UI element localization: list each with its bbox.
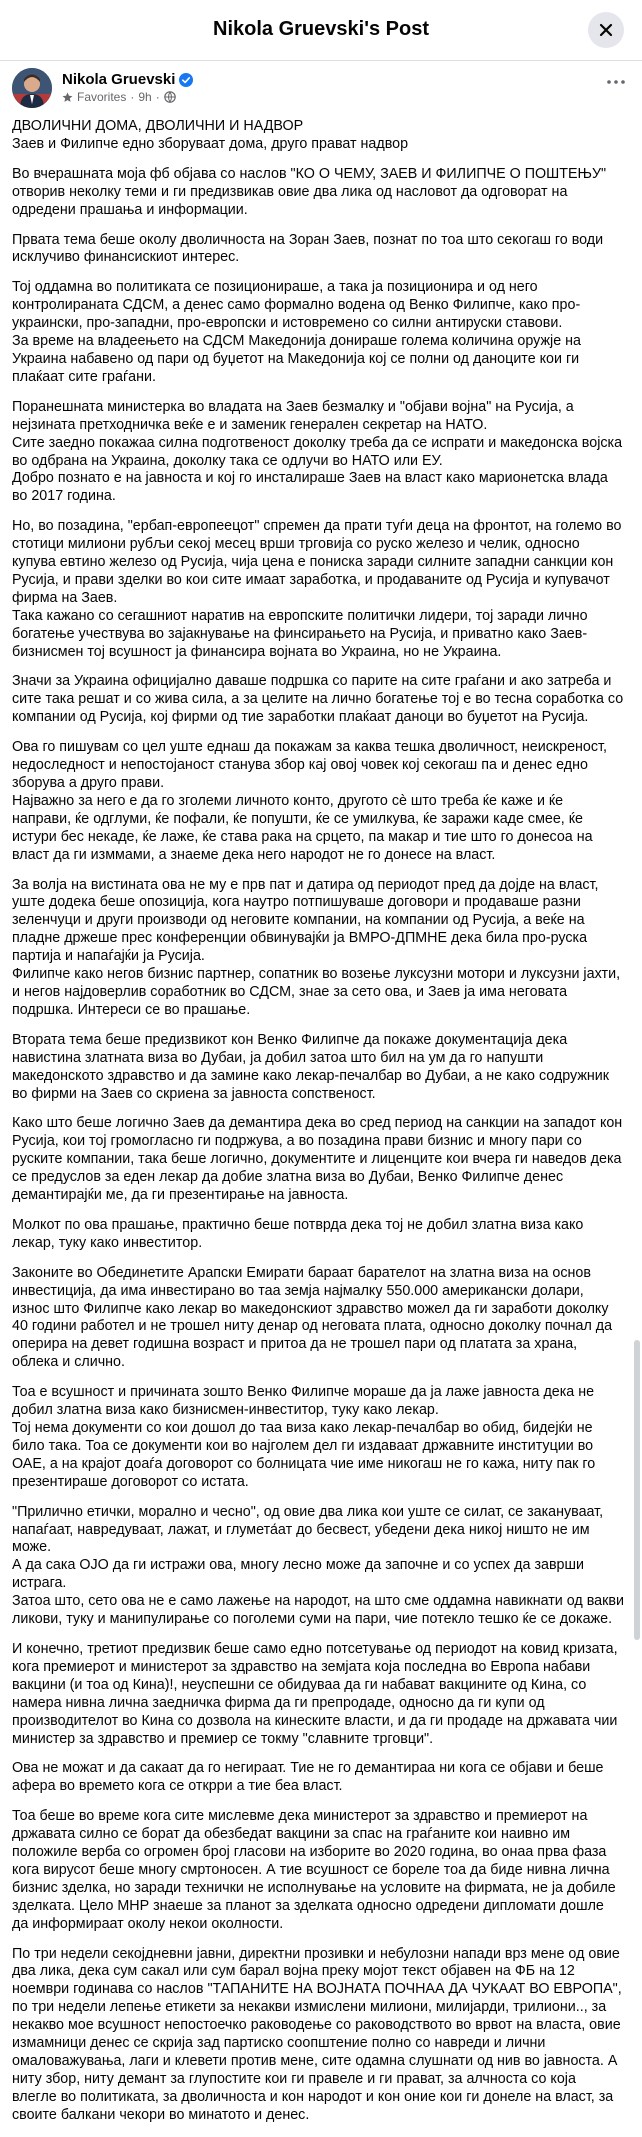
post-time[interactable]: 9h (138, 90, 152, 104)
dialog-title: Nikola Gruevski's Post (213, 18, 429, 40)
post-paragraph: Молкот по ова прашање, практично беше потврда дека тој не добил златна виза како лекар, туку како инвеститор. (12, 1216, 584, 1251)
post-paragraph: По три недели секојдневни јавни, директни прозивки и небулозни напади врз мене од овие два лика, дека сум сакал или сум барал војна преку мојот текст објавен на ФБ на 12 ноември годинава со наслов "ТАПАНИТЕ НА ВОЈНАТА ПОЧНАА ДА ЧУКААТ ВО ЕВРОПА", по три недели лепење етикети за некакви измислени милиони, милијарди, трилиони.., за некакво мое всушност непостоечко раководење со раководството во врвот на власта, овие измамници денес се скрија зад партиско соопштение полно со навреди и лични омаловажувања, лаги и клевети против мене, сите одамна слушнати од нив во јавноста. А ниту збор, ниту демант за глупостите кои ги правеле и ги прават, за алчноста со која влегле во политиката, за дволичноста и кон народот и кон оние кои ги донеле на власт, за своите балкани чекори во минатото и денес. (12, 1945, 622, 2123)
post-paragraph: Тоа е всушност и причината зошто Венко Филипче мораше да ја лаже јавноста дека не добил златна виза како бизнисмен-инвеститор, туку како лекар. Тој нема документи со кои дошол до таа виза како лекар-печалбар во обид, бидејќи не било така. Тоа се документи кои во најголем дел ги издаваат државните институции во ОАЕ, а на крајот доаѓа договорот со болницата чие име никогаш не го кажа, ниту пак го презентираше договорот со истата. (12, 1384, 596, 1490)
post-paragraph: Значи за Украина официјално даваше подршка со парите на сите граѓани и ако затреба и сите така решат и со жива сила, а за целите на лично богатење тој е во тесна соработка со компании од Русија, кој фирми од тие заработки плаќаат даноци во буџетот на Русија. (12, 673, 624, 726)
avatar[interactable] (12, 68, 52, 108)
public-globe-icon (164, 91, 176, 103)
post-paragraph: Како што беше логично Заев да демантира дека во сред период на санкции на западот кон Русија, кои тој громогласно ги подржува, а во позадина прави бизнис и многу пари со руските компании, така беше логично, документите и лиценците кои вчера ги наведов дека се предуслов за еден лекар да добие златна виза во Дубаи, Венко Филипче денес демантирајќи ме, да ги презентирање на јавноста. (12, 1115, 623, 1204)
post-paragraph: ДВОЛИЧНИ ДОМА, ДВОЛИЧНИ И НАДВОР Заев и Филипче едно зборуваат дома, друго прават надвор (12, 118, 409, 152)
post-paragraph: Поранешната министерка во владата на Заев безмалку и "објави војна" на Русија, а нејзината претходничка веќе е и заменик генерален секретар на НАТО. Сите заедно покажаа силна подготвеност доколку треба да се испрати и македонска војска во одбрана на Украина, доколку така се одлучи во НАТО или ЕУ. Добро познато е на јавноста и кој го инсталираше Заев на власт како марионетска влада во 2017 година. (12, 398, 623, 505)
post-paragraph: Втората тема беше предизвикот кон Венко Филипче да покаже документација дека навистина златната виза во Дубаи, ја добил затоа што бил на ум да го напушти македонското здравство и да замине како лекар-печалбар во Дубаи, а не како содружник во фирми на Заев со скриена за јавноста сопственост. (12, 1031, 610, 1102)
post-paragraph: Ова не можат и да сакаат да го негираат. Тие не го демантираа ни кога се објави и беше афера во времето кога се открри а тие беа власт. (12, 1760, 604, 1795)
post-paragraph: Но, во позадина, "ербап-европеецот" спремен да прати туѓи деца на фронтот, на големо во стотици милиони рубљи секој месец врши трговија со руско железо и челик, односно купува евтино железо од Русија, чија цена е пониска заради силните западни санкции кон Русија, и прави зделки во кои сите имаат заработка, и продаваните од Русија и купувачот фирма на Заев. Така кажано со сегашниот наратив на европските политички лидери, тој заради лично богатење учествува во зајакнување на финсирањето на Русија, и приватно како Заев-бизнисмен тој всушност ја финансира војната во Украина, но не Украина. (12, 518, 622, 660)
close-icon (599, 23, 613, 37)
post-dialog-header (0, 0, 642, 61)
meta-separator: · (130, 90, 135, 104)
post-meta (62, 90, 176, 104)
post-paragraph: Ова го пишувам со цел уште еднаш да покажам за каква тешка дволичност, неискреност, недоследност и непостојаност станува збор кај овој човек кој секогаш па и денес едно зборува а друго прави. Најважно за него е да го зголеми личното конто, другото сè што треба ќе каже и ќе направи, ќе одглуми, ќе пофали, ќе попушти, ќе се умилкува, ќе заражи каде смее, ќе истури бес некаде, ќе лаже, ќе става рака на срцето, па макар и тие што го донесоа на власт да ги изммами, а знаеме дека него народот не го донесе на власт. (12, 739, 607, 863)
author-name[interactable]: Nikola Gruevski (62, 71, 176, 88)
author-line (62, 71, 193, 88)
audience-label[interactable]: Favorites (77, 90, 127, 104)
post-paragraph: И конечно, третиот предизвик беше само едно потсетување од периодот на ковид кризата, кога премиерот и министерот за здравство на земјата која последна во Европа набави вакцини (и тоа од Кина)!, неуспешни се обидуваа да ги набават вакцините од Кина, со намера нивна лична заедничка фирма да ги препродаде, односно да ги купи од производителот во Кина со дозвола на кинеските власти, и да ги продаде на државата чии министер за здравство и премиер се токму "славните трговци". (12, 1640, 618, 1747)
more-options-button[interactable] (602, 72, 630, 92)
post-paragraph: Во вчерашната моја фб објава со наслов "КО О ЧЕМУ, ЗАЕВ И ФИЛИПЧЕ О ПОШТЕЊУ" отворив неколку теми и ги предизвикав овие два лика од насловот да одговорат на одредени прашања и информации. (12, 165, 607, 218)
scrollbar[interactable] (634, 1340, 640, 1640)
meta-separator-2: · (155, 90, 160, 104)
post-paragraph: Законите во Обединетите Арапски Емирати бараат бaрателот на златна виза на основ инвестиција, да има инвестирано во таа земја најмалку 550.000 американски долари, износ што Филипче како лекар во македонскиот здравство можел да ги заработи доколку 40 години работел и не трошел ниту денар од неговата плата, односно доколку почнал да оперира на девет годишна возраст и притоа да не трошел пари од платата за храна, облека и слично. (12, 1264, 613, 1371)
post-paragraph: Тој оддамна во политиката се позиционираше, а така ја позиционира и од него контролираната СДСМ, а денес само формално водена од Венко Филипче, како про-украински, про-западни, про-европски и истовремено со силни антируски ставови. За време на владеењето на СДСМ Македонија донираше голема количина оружје на Украина набавено од пари од буџетот на Македонија кој се полни од даноците кои ги плаќаат сите граѓани. (12, 279, 581, 385)
post-paragraph: Првата тема беше околу дволичноста на Зоран Заев, познат по тоа што секогаш го води исклучиво финансискиот интерес. (12, 231, 604, 266)
post-header (12, 68, 630, 114)
profile-photo-icon (12, 68, 52, 108)
post-paragraph: "Прилично етички, морално и чесно", од овие два лика кои уште се силат, се закануваат, напаѓаат, навредуваат, лажат, и глумета́ат до бесвест, убедени дека никој ништо не им може. А да сака ОЈО да ги истражи ова, многу лесно може да започне и со успех да заврши истрага. Затоа што, сето ова не е само лажење на народот, на што сме оддамна навикнати од вакви ликови, туку и манипулирање со поголеми суми на пари, чие потекло тешко ќе се докаже. (12, 1503, 624, 1628)
more-dots-icon (607, 80, 625, 84)
close-button[interactable] (588, 12, 624, 48)
verified-badge-icon (179, 73, 193, 87)
post-body (12, 118, 624, 2137)
favorites-star-icon (62, 92, 73, 103)
post-paragraph: За волја на вистината ова не му е прв пат и датира од периодот пред да дојде на власт, уште додека беше опозиција, кога наутро потпишуваше договори и продаваше разни зеленчуци и други производи од неговите компании, на компании од Русија, а веќе на пладне држеше прес конференции обвинувајќи ја ВМРО-ДПМНЕ дека била про-руска партија и напаѓајќи ја Русија. Филипче како негов бизнис партнер, сопатник во возење луксузни мотори и луксузни јахти, и негов најдоверлив соработник во СДСМ, знае за сето ова, и Заев ја има неговата подршка. Интереси се во прашање. (12, 876, 621, 1018)
post-paragraph: Тоа беше во време кога сите мислевме дека министерот за здравство и премиерот на државата силно се борат да обезбедат вакцини за спас на граѓаните кои наивно им положиле верба со огромен број гласови на изборите во 2020 година, во онаа прва фаза кога вирусот беше многу смртоносен. А тие всушност се бореле тоа да биде нивна лична бизнис зделка, но заради технички не исполнување на условите на фирмата, не ја добиле зделката. Цело МНР знаеше за планот за зделката односно одредени дипломати дошле да информираат околу некои околности. (12, 1808, 616, 1932)
